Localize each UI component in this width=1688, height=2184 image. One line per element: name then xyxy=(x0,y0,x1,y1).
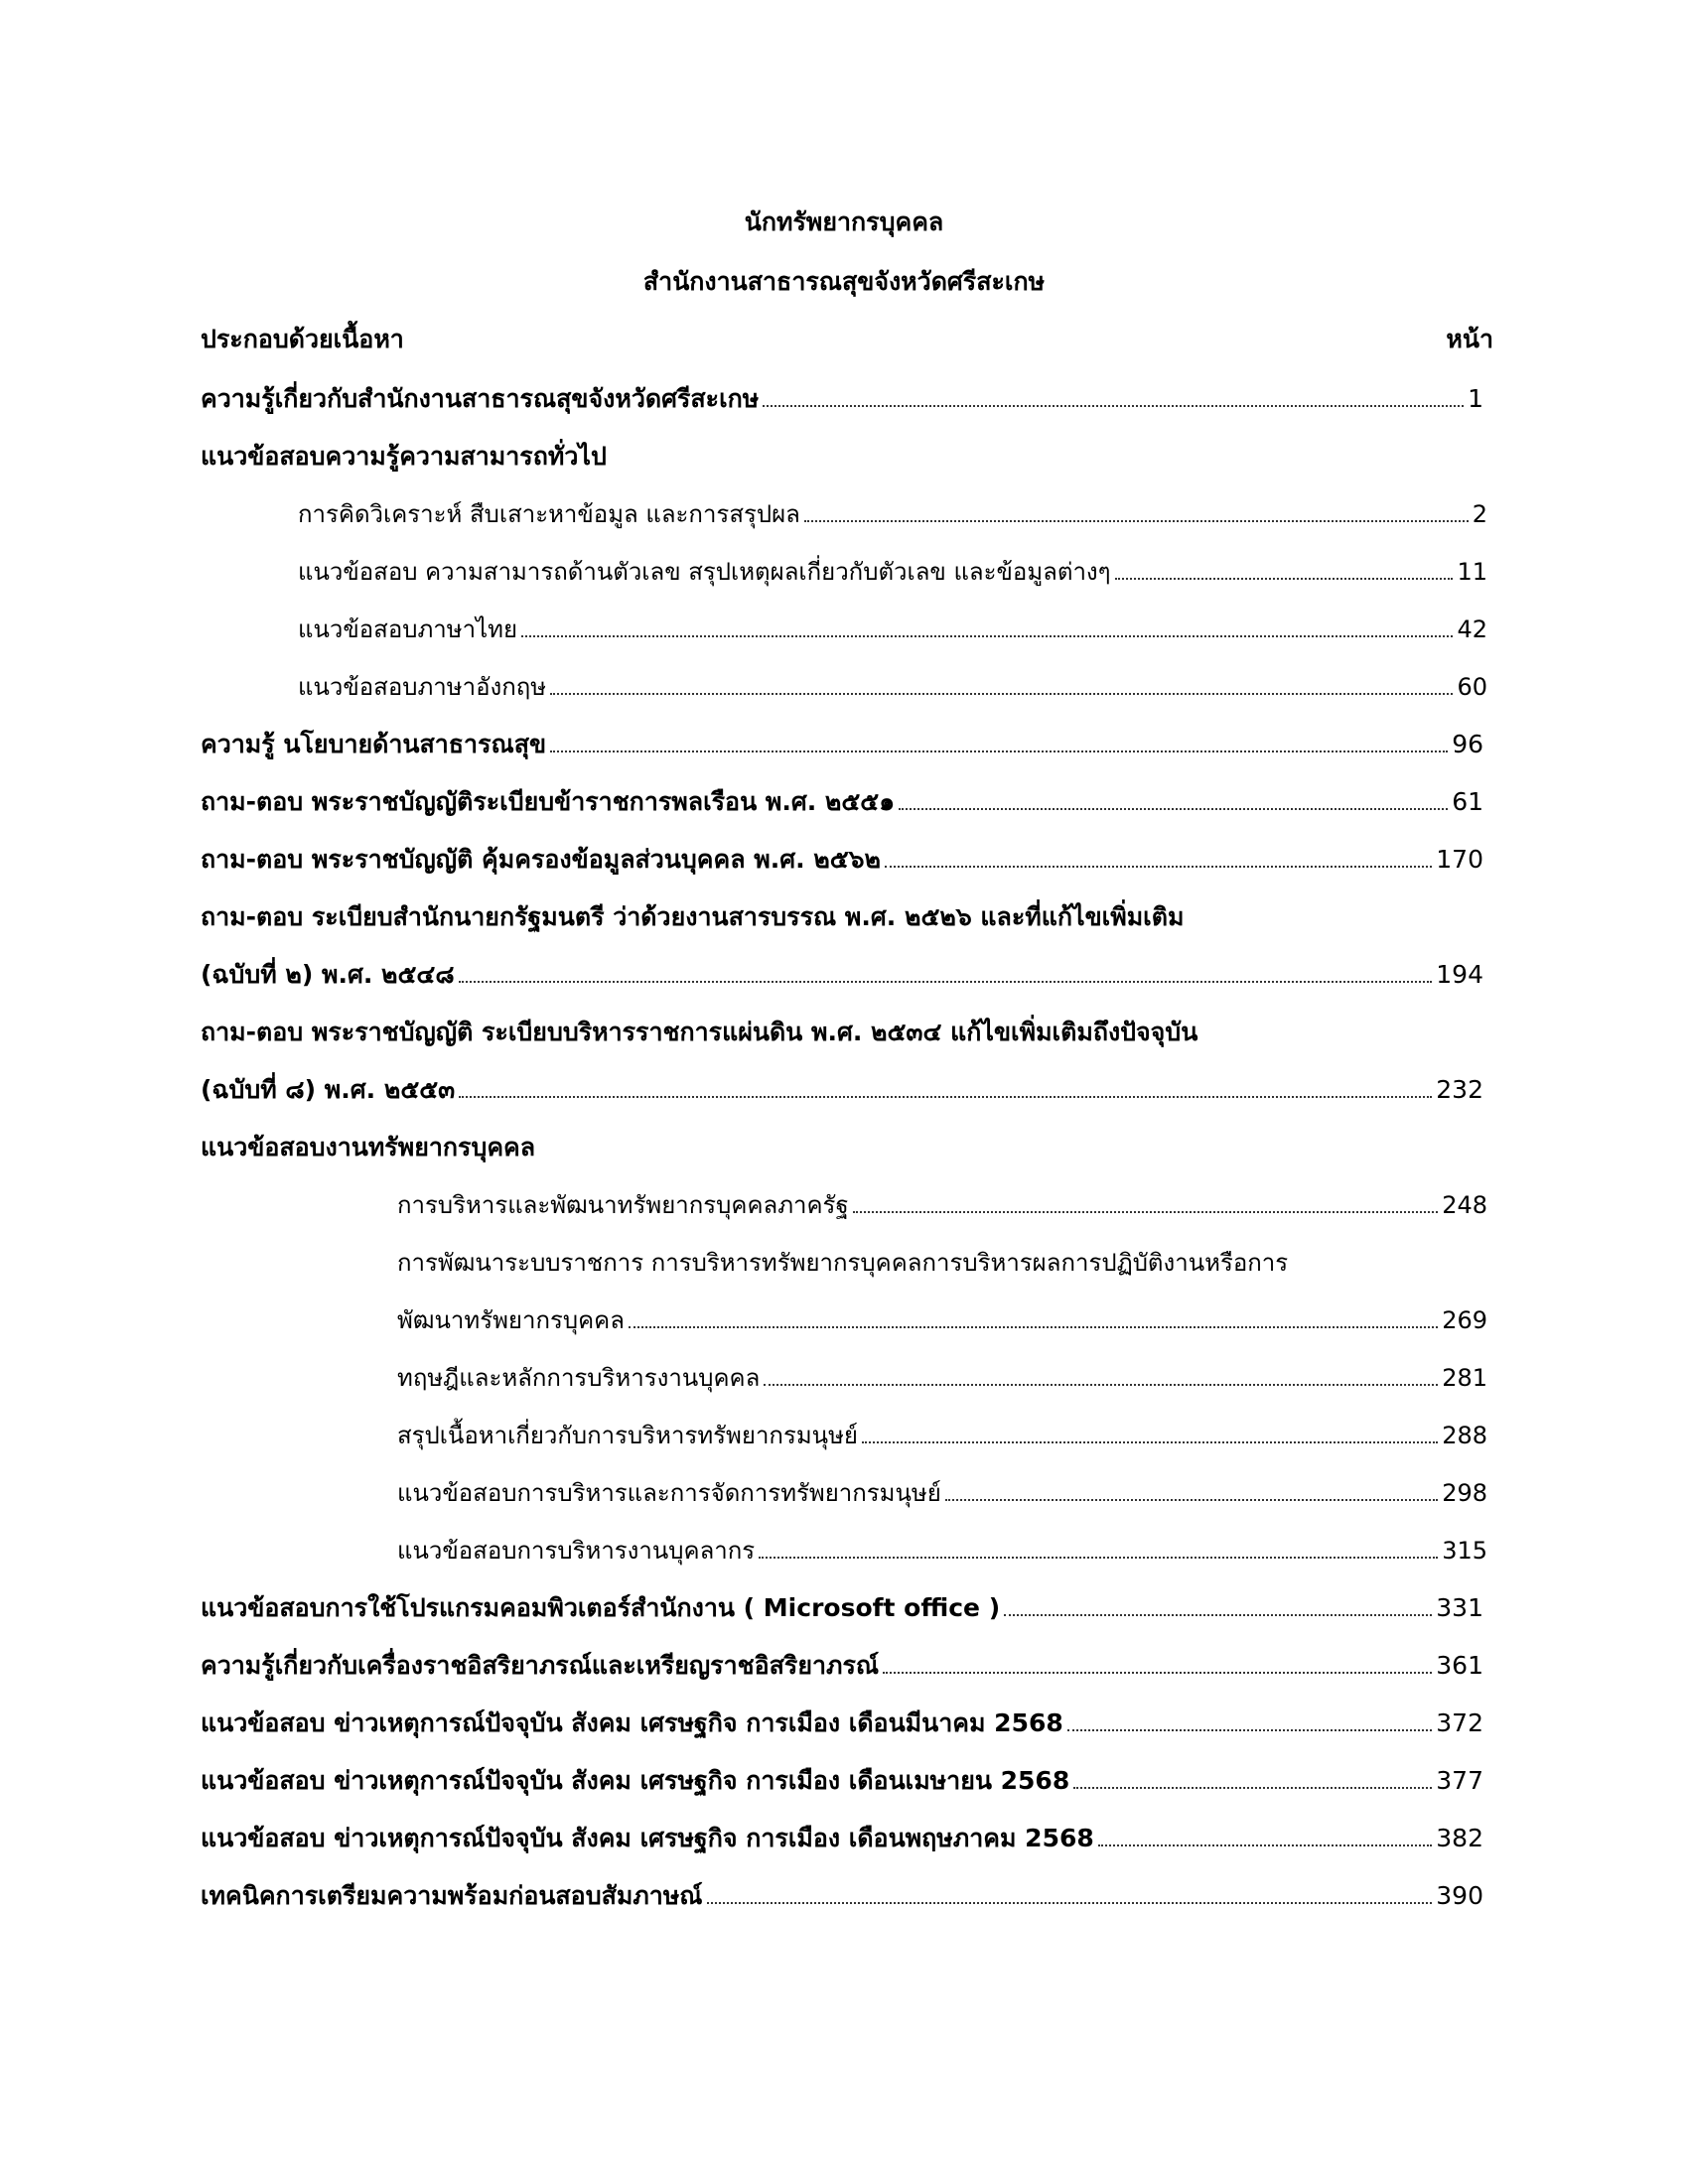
toc-entry-page: 248 xyxy=(1442,1191,1487,1219)
dot-leader xyxy=(763,405,1464,407)
dot-leader xyxy=(759,1557,1438,1559)
toc-entry xyxy=(298,554,1487,590)
toc-entry xyxy=(201,842,1483,878)
toc-entry-page: 288 xyxy=(1442,1422,1487,1449)
toc-entry xyxy=(201,957,1483,993)
toc-entry-title: ถาม-ตอบ พระราชบัญญัติระเบียบข้าราชการพลเรือน พ.ศ. ๒๕๕๑ xyxy=(201,787,896,816)
toc-entry-page: 269 xyxy=(1442,1306,1487,1334)
toc-entry-title: (ฉบับที่ ๒) พ.ศ. ๒๕๔๘ xyxy=(201,960,455,989)
dot-leader xyxy=(885,866,1432,868)
document-title: นักทรัพยากรบุคคล xyxy=(744,207,944,236)
toc-entry-title: เทคนิคการเตรียมความพร้อมก่อนสอบสัมภาษณ์ xyxy=(201,1881,703,1910)
toc-entry-page: 2 xyxy=(1472,500,1487,528)
dot-leader xyxy=(521,635,1453,637)
toc-entry-title: ทฤษฎีและหลักการบริหารงานบุคคล xyxy=(397,1364,761,1392)
toc-entry-page: 372 xyxy=(1436,1708,1483,1737)
toc-entry xyxy=(397,1360,1487,1396)
toc-entry xyxy=(201,1878,1483,1914)
dot-leader xyxy=(1115,578,1454,580)
toc-entry-title-line1: ถาม-ตอบ พระราชบัญญัติ ระเบียบบริหารราชการแผ่นดิน พ.ศ. ๒๕๓๔ แก้ไขเพิ่มเติมถึงปัจจุบัน xyxy=(201,1018,1198,1046)
toc-entry-page: 60 xyxy=(1457,673,1487,701)
toc-entry-title: ความรู้เกี่ยวกับสำนักงานสาธารณสุขจังหวัดศรีสะเกษ xyxy=(201,384,760,413)
toc-section-heading: แนวข้อสอบงานทรัพยากรบุคคล xyxy=(201,1133,536,1161)
toc-entry-title-line1: ถาม-ตอบ ระเบียบสำนักนายกรัฐมนตรี ว่าด้วยงานสารบรรณ พ.ศ. ๒๕๒๖ และที่แก้ไขเพิ่มเติม xyxy=(201,902,1185,931)
dot-leader xyxy=(1004,1614,1432,1616)
document-subtitle: สำนักงานสาธารณสุขจังหวัดศรีสะเกษ xyxy=(642,267,1046,296)
toc-entry-title: ความรู้ นโยบายด้านสาธารณสุข xyxy=(201,730,547,758)
toc-entry xyxy=(298,496,1487,532)
toc-entry-title: แนวข้อสอบ ความสามารถด้านตัวเลข สรุปเหตุผลเกี่ยวกับตัวเลข และข้อมูลต่างๆ xyxy=(298,558,1111,586)
dot-leader xyxy=(1073,1787,1432,1789)
toc-entry-page: 382 xyxy=(1436,1824,1483,1852)
toc-entry xyxy=(201,784,1483,820)
page-heading: หน้า xyxy=(1446,325,1493,353)
dot-leader xyxy=(883,1672,1432,1674)
toc-entry xyxy=(201,1072,1483,1108)
toc-entry-page: 298 xyxy=(1442,1479,1487,1507)
toc-entry xyxy=(397,1533,1487,1569)
dot-leader xyxy=(1098,1844,1433,1846)
toc-entry-title: แนวข้อสอบ ข่าวเหตุการณ์ปัจจุบัน สังคม เศรษฐกิจ การเมือง เดือนเมษายน 2568 xyxy=(201,1766,1070,1795)
contents-heading: ประกอบด้วยเนื้อหา xyxy=(201,325,404,353)
toc-entry-title: ถาม-ตอบ พระราชบัญญัติ คุ้มครองข้อมูลส่วนบุคคล พ.ศ. ๒๕๖๒ xyxy=(201,845,882,874)
dot-leader xyxy=(899,808,1448,810)
toc-entry-title: แนวข้อสอบการบริหารงานบุคลากร xyxy=(397,1537,756,1565)
dot-leader xyxy=(804,520,1469,522)
toc-entry xyxy=(201,1821,1483,1856)
toc-entry-page: 390 xyxy=(1436,1881,1483,1910)
toc-entry-page: 281 xyxy=(1442,1364,1487,1392)
dot-leader xyxy=(629,1326,1438,1328)
toc-entry-title: การบริหารและพัฒนาทรัพยากรบุคคลภาครัฐ xyxy=(397,1191,849,1219)
toc-entry-page: 361 xyxy=(1436,1651,1483,1680)
dot-leader xyxy=(764,1384,1438,1386)
toc-entry-title: การคิดวิเคราะห์ สืบเสาะหาข้อมูล และการสรุปผล xyxy=(298,500,800,528)
dot-leader xyxy=(853,1211,1439,1213)
toc-entry-page: 331 xyxy=(1436,1593,1483,1622)
toc-entry-title: แนวข้อสอบ ข่าวเหตุการณ์ปัจจุบัน สังคม เศรษฐกิจ การเมือง เดือนพฤษภาคม 2568 xyxy=(201,1824,1094,1852)
toc-entry-page: 232 xyxy=(1436,1075,1483,1104)
toc-entry xyxy=(201,1590,1483,1626)
toc-entry xyxy=(201,727,1483,762)
toc-entry-title-line1: การพัฒนาระบบราชการ การบริหารทรัพยากรบุคคลการบริหารผลการปฏิบัติงานหรือการ xyxy=(397,1249,1289,1277)
toc-entry-title: แนวข้อสอบภาษาอังกฤษ xyxy=(298,673,547,701)
toc-entry-title: แนวข้อสอบ ข่าวเหตุการณ์ปัจจุบัน สังคม เศรษฐกิจ การเมือง เดือนมีนาคม 2568 xyxy=(201,1708,1063,1737)
dot-leader xyxy=(550,693,1453,695)
toc-entry-title: แนวข้อสอบการบริหารและการจัดการทรัพยากรมนุษย์ xyxy=(397,1479,941,1507)
toc-entry-page: 194 xyxy=(1436,960,1483,989)
toc-entry xyxy=(201,381,1483,417)
toc-entry-page: 1 xyxy=(1468,384,1483,413)
dot-leader xyxy=(945,1499,1438,1501)
toc-section-heading: แนวข้อสอบความรู้ความสามารถทั่วไป xyxy=(201,442,607,471)
toc-entry xyxy=(201,1706,1483,1741)
toc-entry-title: แนวข้อสอบภาษาไทย xyxy=(298,615,518,643)
toc-entry-title: (ฉบับที่ ๘) พ.ศ. ๒๕๕๓ xyxy=(201,1075,456,1104)
dot-leader xyxy=(459,1096,1432,1098)
dot-leader xyxy=(707,1902,1433,1904)
toc-entry-page: 377 xyxy=(1436,1766,1483,1795)
toc-entry xyxy=(397,1418,1487,1453)
toc-entry-page: 315 xyxy=(1442,1537,1487,1565)
dot-leader xyxy=(1067,1729,1433,1731)
toc-entry-page: 61 xyxy=(1452,787,1483,816)
toc-entry xyxy=(298,612,1487,647)
toc-entry-title: สรุปเนื้อหาเกี่ยวกับการบริหารทรัพยากรมนุษย์ xyxy=(397,1422,858,1449)
toc-entry xyxy=(201,1763,1483,1799)
toc-entry-page: 42 xyxy=(1457,615,1487,643)
toc-entry-title: แนวข้อสอบการใช้โปรแกรมคอมพิวเตอร์สำนักงาน ( Microsoft office ) xyxy=(201,1593,1001,1622)
toc-entry-page: 170 xyxy=(1436,845,1483,874)
dot-leader xyxy=(550,751,1448,752)
toc-entry-title: พัฒนาทรัพยากรบุคคล xyxy=(397,1306,625,1334)
toc-entry-page: 11 xyxy=(1457,558,1487,586)
toc-entry xyxy=(298,669,1487,705)
toc-entry xyxy=(201,1648,1483,1684)
toc-entry xyxy=(397,1475,1487,1511)
toc-entry-page: 96 xyxy=(1452,730,1483,758)
dot-leader xyxy=(862,1441,1438,1443)
dot-leader xyxy=(459,981,1433,983)
toc-entry xyxy=(397,1187,1487,1223)
toc-entry-title: ความรู้เกี่ยวกับเครื่องราชอิสริยาภรณ์และเหรียญราชอิสริยาภรณ์ xyxy=(201,1651,880,1680)
toc-entry xyxy=(397,1302,1487,1338)
